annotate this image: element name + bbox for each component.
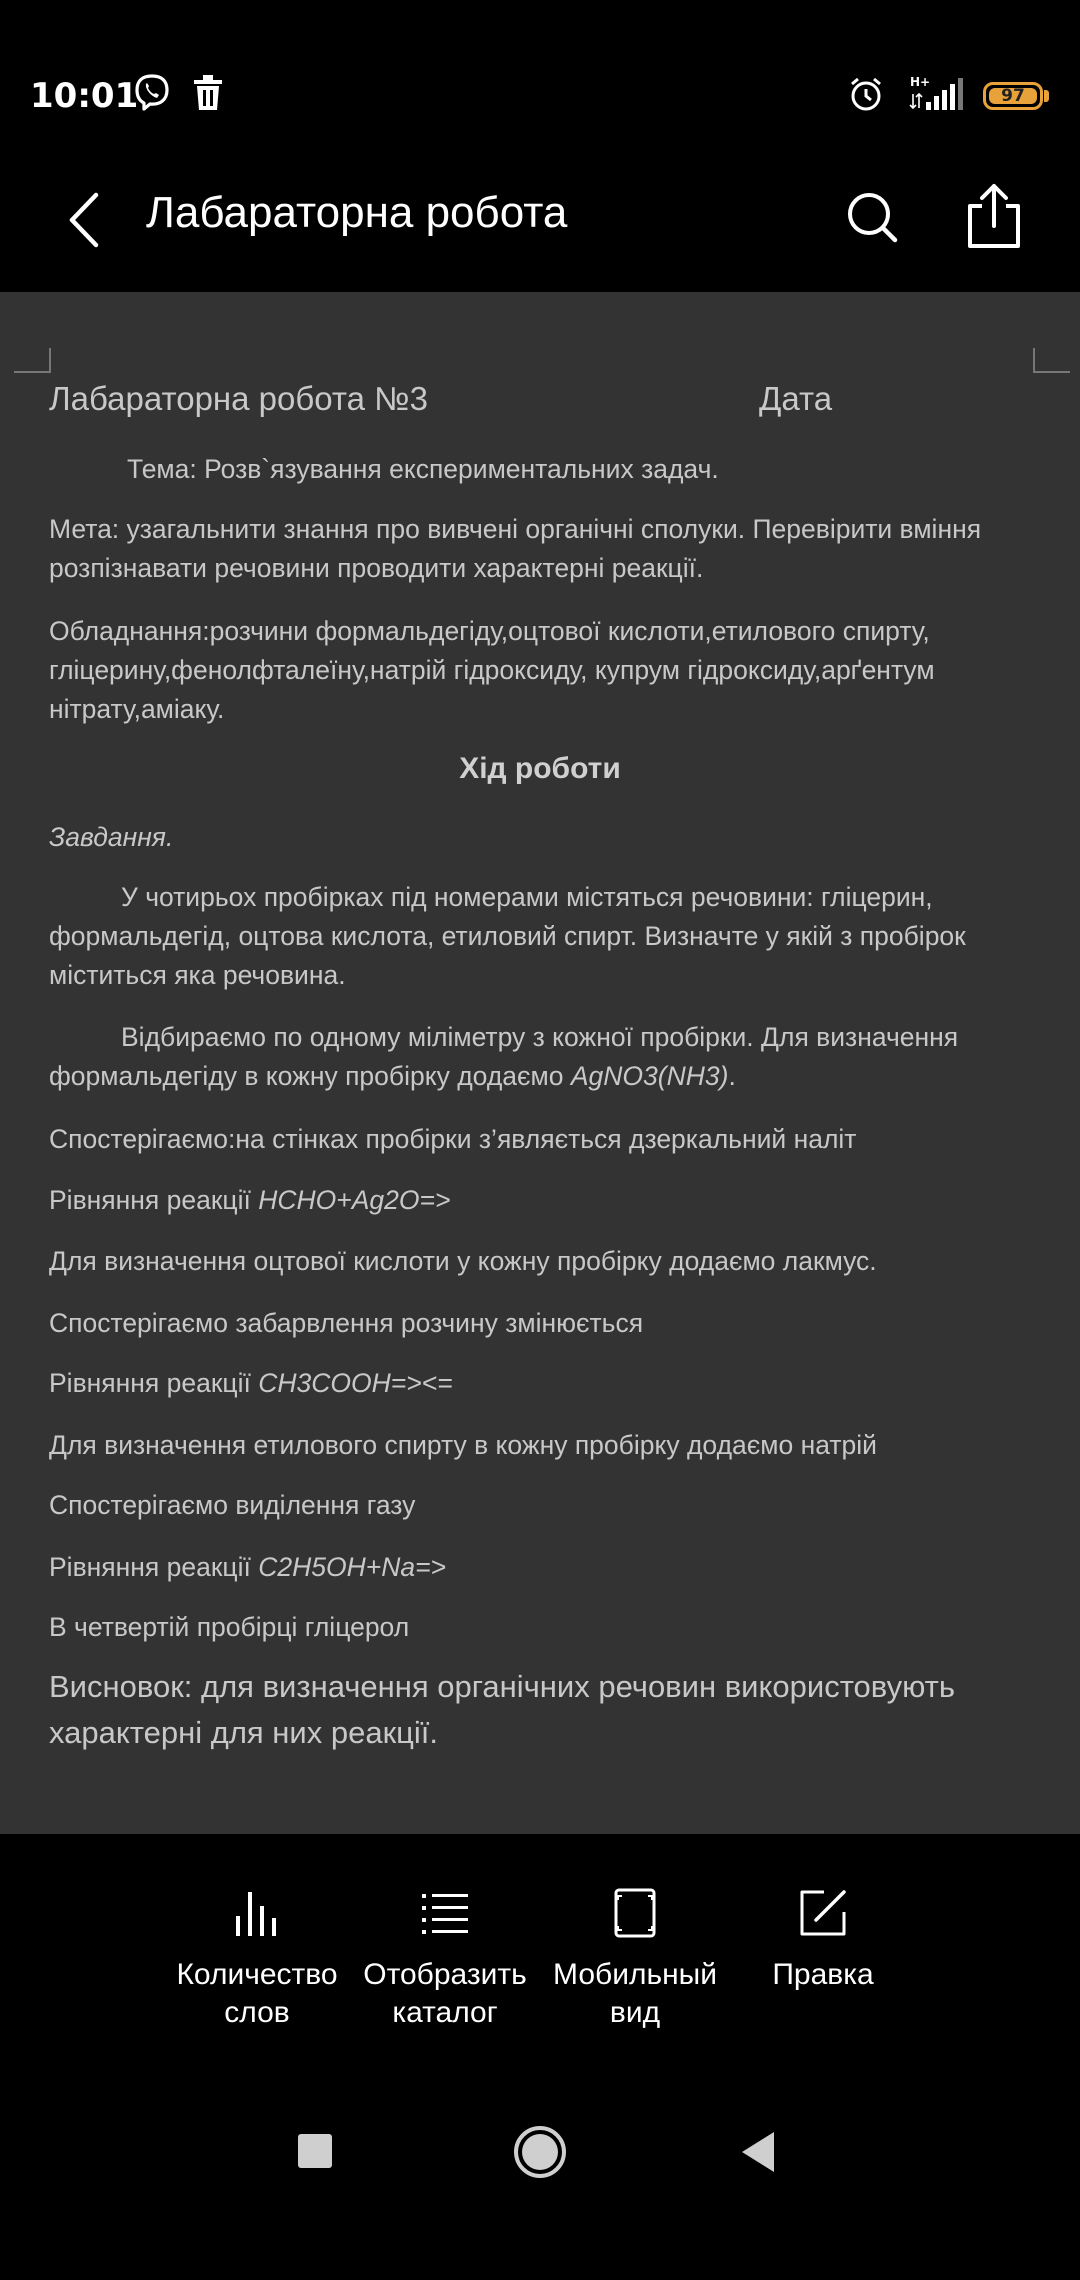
show-catalog-button[interactable] bbox=[350, 1886, 540, 2032]
show-catalog-label: Отобразить каталог bbox=[363, 1958, 527, 2029]
app-header bbox=[0, 150, 1080, 292]
document-view[interactable] bbox=[0, 292, 1080, 1834]
doc-date-label: Дата bbox=[759, 380, 833, 417]
doc-acid-line: Для визначення оцтової кислоти у кожну пробірку додаємо лакмус. bbox=[49, 1246, 877, 1276]
share-icon[interactable] bbox=[962, 180, 1026, 252]
doc-observation-3: Спостерігаємо виділення газу bbox=[49, 1490, 416, 1520]
doc-step1 bbox=[49, 1018, 1039, 1096]
doc-equation-3-formula: C2H5OH+Na=> bbox=[258, 1552, 447, 1582]
page-corner-marker-left bbox=[14, 348, 54, 374]
doc-conclusion: Висновок: для визначення органічних речовин використовують характерні для них реакції. bbox=[49, 1669, 955, 1750]
word-count-button[interactable] bbox=[162, 1886, 352, 2032]
bar-chart-icon bbox=[230, 1886, 284, 1940]
trash-icon bbox=[192, 74, 224, 116]
doc-step1-end: . bbox=[728, 1061, 736, 1091]
mobile-view-icon bbox=[608, 1886, 662, 1940]
doc-equation-3 bbox=[49, 1548, 1039, 1587]
system-nav-bar bbox=[0, 2076, 1080, 2280]
doc-goal: Мета: узагальнити знання про вивчені органічні сполуки. Перевірити вміння розпізнавати речовини проводити характерні реакції. bbox=[49, 514, 982, 583]
word-count-label: Количество слов bbox=[176, 1958, 338, 2029]
back-icon[interactable] bbox=[738, 2130, 778, 2178]
doc-task-label: Завдання. bbox=[49, 822, 174, 852]
edit-button[interactable] bbox=[728, 1886, 918, 1994]
doc-equipment: Обладнання:розчини формальдегіду,оцтової кислоти,етилового спирту, гліцерину,фенолфталеїну,натрій гідроксиду, купрум гідроксиду,арґентум нітрату,аміаку. bbox=[49, 616, 935, 724]
recents-icon[interactable] bbox=[296, 2132, 334, 2174]
doc-glycerol-line: В четвертій пробірці гліцерол bbox=[49, 1612, 410, 1642]
doc-title: Лабараторна робота №3 bbox=[49, 380, 428, 417]
doc-equation-1 bbox=[49, 1181, 1039, 1220]
battery-level: 97 bbox=[1001, 86, 1025, 106]
back-arrow-icon[interactable] bbox=[60, 185, 110, 255]
bottom-toolbar bbox=[0, 1834, 1080, 2076]
status-time: 10:01 bbox=[30, 76, 139, 116]
viber-icon bbox=[132, 72, 172, 116]
page-corner-marker-right bbox=[1032, 348, 1072, 374]
mobile-view-button[interactable] bbox=[540, 1886, 730, 2032]
doc-observation-1: Спостерігаємо:на стінках пробірки з’являється дзеркальний наліт bbox=[49, 1124, 857, 1154]
search-icon[interactable] bbox=[842, 184, 902, 254]
doc-step1-text: Відбираємо по одному міліметру з кожної пробірки. Для визначення формальдегіду в кожну пробірку додаємо bbox=[49, 1022, 959, 1091]
signal-icon bbox=[908, 74, 966, 118]
doc-progress-heading: Хід роботи bbox=[459, 752, 621, 785]
doc-equation-label: Рівняння реакції bbox=[49, 1552, 259, 1582]
doc-step1-formula: AgNO3(NH3) bbox=[570, 1061, 729, 1091]
edit-icon bbox=[796, 1886, 850, 1940]
doc-equation-label: Рівняння реакції bbox=[49, 1368, 259, 1398]
doc-equation-label: Рівняння реакції bbox=[49, 1185, 259, 1215]
doc-observation-2: Спостерігаємо забарвлення розчину змінюється bbox=[49, 1308, 644, 1338]
doc-alcohol-line: Для визначення етилового спирту в кожну пробірку додаємо натрій bbox=[49, 1430, 877, 1460]
mobile-view-label: Мобильный вид bbox=[553, 1958, 717, 2029]
home-icon[interactable] bbox=[512, 2124, 568, 2184]
battery-icon bbox=[983, 82, 1043, 110]
doc-equation-2-formula: CH3COOH=><= bbox=[258, 1368, 453, 1398]
list-icon bbox=[418, 1886, 472, 1940]
edit-label: Правка bbox=[772, 1958, 874, 1991]
battery-cap bbox=[1044, 90, 1049, 102]
doc-equation-1-formula: HCHO+Ag2O=> bbox=[258, 1185, 451, 1215]
alarm-icon bbox=[848, 76, 884, 116]
doc-task-text: У чотирьох пробірках під номерами містяться речовини: гліцерин, формальдегід, оцтова кислота, етиловий спирт. Визначте у якій з пробірок міститься яка речовина. bbox=[49, 882, 966, 990]
svg-text:H+: H+ bbox=[910, 75, 931, 89]
doc-equation-2 bbox=[49, 1364, 1039, 1403]
page-title: Лабараторна робота bbox=[146, 188, 568, 237]
doc-topic: Тема: Розв`язування експериментальних задач. bbox=[127, 454, 719, 484]
